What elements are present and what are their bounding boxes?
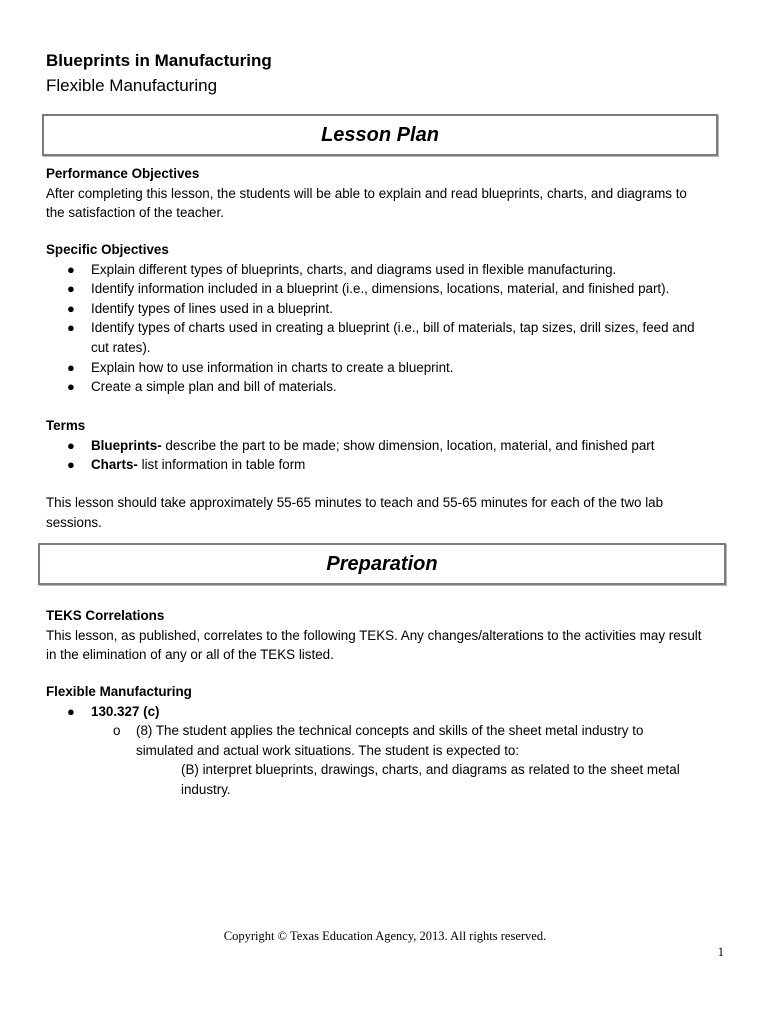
teks-text-line: in the elimination of any or all of the TEKS listed.	[46, 647, 334, 663]
bullet-icon: ●	[67, 457, 75, 473]
preparation-heading: Preparation	[326, 552, 438, 575]
circle-bullet-icon: o	[113, 723, 121, 739]
performance-objectives-heading: Performance Objectives	[46, 166, 200, 181]
preparation-heading-box	[38, 543, 726, 585]
objective-text: cut rates).	[91, 339, 151, 355]
performance-objectives-text-line: After completing this lesson, the students will be able to explain and read blueprints, charts, and diagrams to	[46, 185, 687, 201]
teks-expectation	[46, 760, 736, 799]
teks-heading: TEKS Correlations	[46, 608, 165, 623]
terms-heading: Terms	[46, 418, 86, 433]
term-label: Blueprints-	[91, 437, 162, 453]
bullet-icon: ●	[67, 359, 75, 375]
lesson-plan-heading-box	[42, 114, 718, 156]
objective-text: Create a simple plan and bill of materials.	[91, 379, 337, 395]
objective-text: Identify types of lines used in a blueprint.	[91, 300, 333, 316]
list-item	[46, 455, 736, 475]
list-item	[46, 358, 736, 378]
page-number: 1	[717, 945, 724, 959]
specific-objectives-heading: Specific Objectives	[46, 242, 169, 257]
performance-objectives	[46, 164, 736, 223]
flexible-manufacturing-teks	[46, 682, 736, 800]
list-item	[46, 260, 736, 280]
teks-code: 130.327 (c)	[91, 703, 160, 719]
specific-objectives-list	[46, 260, 736, 397]
teks-expectation-line: (B) interpret blueprints, drawings, charts, and diagrams as related to the sheet metal	[181, 762, 680, 778]
performance-objectives-text-line: the satisfaction of the teacher.	[46, 205, 224, 221]
lesson-plan-heading: Lesson Plan	[321, 123, 439, 146]
list-item-continuation	[46, 338, 736, 358]
list-item	[46, 299, 736, 319]
teks-standard	[46, 721, 736, 760]
document-title: Blueprints in Manufacturing	[46, 51, 272, 70]
bullet-icon: ●	[67, 437, 75, 453]
teks-text-line: This lesson, as published, correlates to the following TEKS. Any changes/alterations to the activities may result	[46, 627, 702, 643]
teks-standard-line: (8) The student applies the technical concepts and skills of the sheet metal industry to	[136, 723, 644, 739]
teks-standard-line: simulated and actual work situations. The student is expected to:	[136, 742, 520, 758]
objective-text: Identify types of charts used in creating a blueprint (i.e., bill of materials, tap sizes, drill sizes, feed and	[91, 320, 695, 336]
duration-text-line: sessions.	[46, 514, 102, 530]
bullet-icon: ●	[67, 300, 75, 316]
duration-text-line: This lesson should take approximately 55-65 minutes to teach and 55-65 minutes for each of the two lab	[46, 495, 664, 510]
list-item	[46, 702, 736, 722]
objective-text: Explain how to use information in charts to create a blueprint.	[91, 359, 454, 375]
teks-correlations	[46, 606, 736, 665]
copyright-footer: Copyright © Texas Education Agency, 2013. All rights reserved.	[223, 929, 547, 943]
term-definition: describe the part to be made; show dimension, location, material, and finished part	[161, 437, 655, 453]
flexible-manufacturing-heading: Flexible Manufacturing	[46, 684, 192, 699]
term-definition: list information in table form	[137, 457, 306, 473]
terms	[46, 416, 736, 475]
bullet-icon: ●	[67, 281, 75, 297]
document-subtitle: Flexible Manufacturing	[46, 76, 218, 95]
teks-expectation-line: industry.	[181, 781, 231, 797]
list-item	[46, 279, 736, 299]
list-item	[46, 436, 736, 456]
bullet-icon: ●	[67, 261, 75, 277]
bullet-icon: ●	[67, 703, 75, 719]
specific-objectives	[46, 240, 736, 397]
bullet-icon: ●	[67, 320, 75, 336]
lesson-duration	[46, 493, 736, 532]
term-label: Charts-	[91, 457, 138, 473]
bullet-icon: ●	[67, 379, 75, 395]
teks-code-list	[46, 702, 736, 722]
list-item	[46, 318, 736, 338]
objective-text: Explain different types of blueprints, charts, and diagrams used in flexible manufacturing.	[91, 261, 617, 277]
list-item	[46, 377, 736, 397]
terms-list	[46, 436, 736, 475]
objective-text: Identify information included in a blueprint (i.e., dimensions, locations, material, and finished part).	[91, 281, 670, 297]
